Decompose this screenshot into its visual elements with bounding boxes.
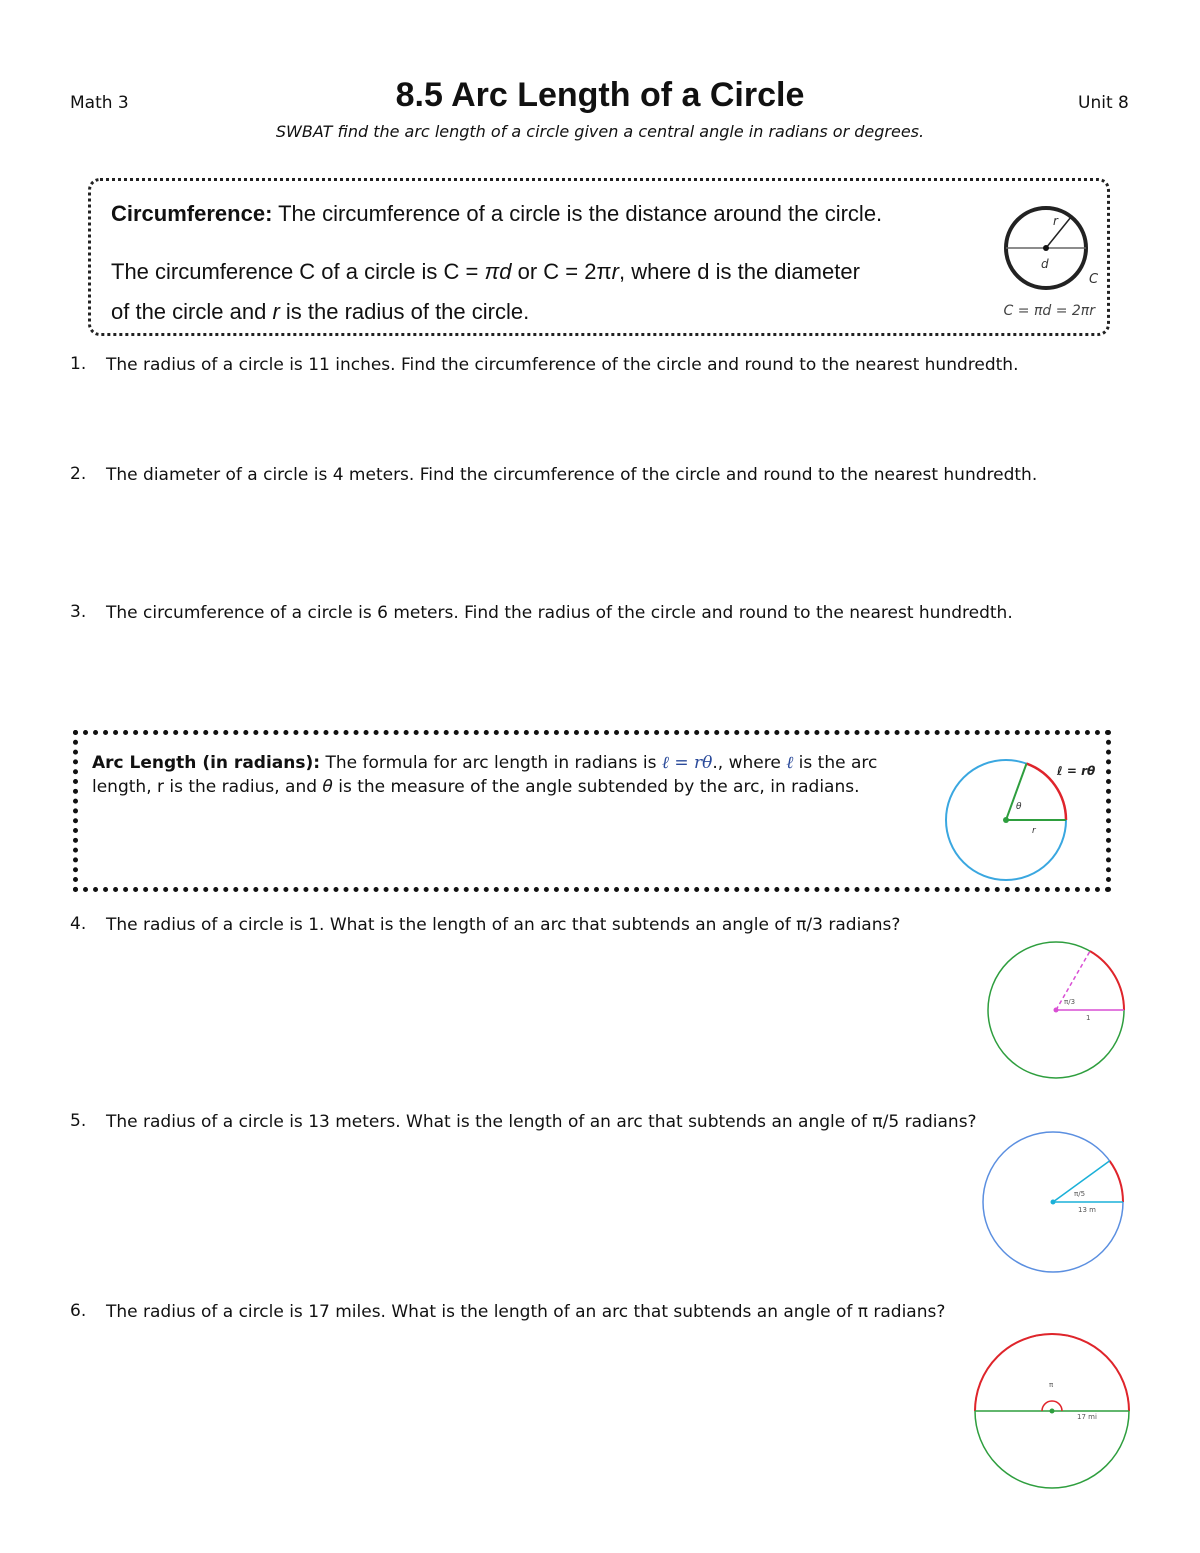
label-d: d xyxy=(1041,257,1049,271)
angle-label: π/3 xyxy=(1064,998,1076,1006)
label-formula: ℓ = rθ xyxy=(1057,764,1096,778)
question-5-diagram xyxy=(978,1128,1128,1278)
center-dot xyxy=(1051,1200,1056,1205)
center-dot xyxy=(1003,817,1009,823)
arc-highlight xyxy=(975,1334,1129,1411)
unit-label: Unit 8 xyxy=(1078,93,1129,113)
angle-label: π xyxy=(1049,1381,1054,1389)
question-6-diagram xyxy=(967,1326,1137,1496)
circumference-formula-line-2: of the circle and r is the radius of the circle. xyxy=(111,299,530,324)
radius-label: 13 m xyxy=(1078,1206,1096,1214)
objective-text: SWBAT find the arc length of a circle given a central angle in radians or degrees. xyxy=(275,122,925,141)
radius-label: 1 xyxy=(1086,1014,1091,1022)
arc-length-definition-box xyxy=(73,730,1111,892)
label-r: r xyxy=(1053,214,1058,228)
arc-highlight xyxy=(1110,1161,1123,1202)
course-label: Math 3 xyxy=(70,93,129,113)
page-title: 8.5 Arc Length of a Circle xyxy=(395,76,805,114)
circumference-diagram xyxy=(991,191,1101,301)
label-c: C xyxy=(1089,272,1099,287)
arc-length-definition: Arc Length (in radians): The formula for arc length in radians is ℓ = rθ., where ℓ is the arc length, r is the radius, and θ is the measure of the angle subtended by the arc, in radians. xyxy=(92,753,878,797)
center-dot xyxy=(1054,1008,1059,1013)
arc-length-diagram xyxy=(940,735,1120,895)
radius-line xyxy=(1046,217,1071,248)
label-theta: θ xyxy=(1016,802,1022,812)
arc-highlight xyxy=(1090,951,1124,1010)
radius-label: 17 mi xyxy=(1077,1413,1097,1421)
center-dot xyxy=(1043,245,1049,251)
question-4-diagram xyxy=(982,936,1132,1086)
circumference-definition-box xyxy=(88,178,1110,336)
angle-label: π/5 xyxy=(1074,1190,1086,1198)
center-dot xyxy=(1050,1409,1055,1414)
circumference-definition: Circumference: The circumference of a circle is the distance around the circle. xyxy=(111,201,883,226)
circumference-diagram-formula: C = πd = 2πr xyxy=(1003,303,1095,319)
circumference-formula-line: The circumference C of a circle is C = πd or C = 2πr, where d is the diameter xyxy=(111,259,860,284)
label-r: r xyxy=(1032,826,1036,836)
